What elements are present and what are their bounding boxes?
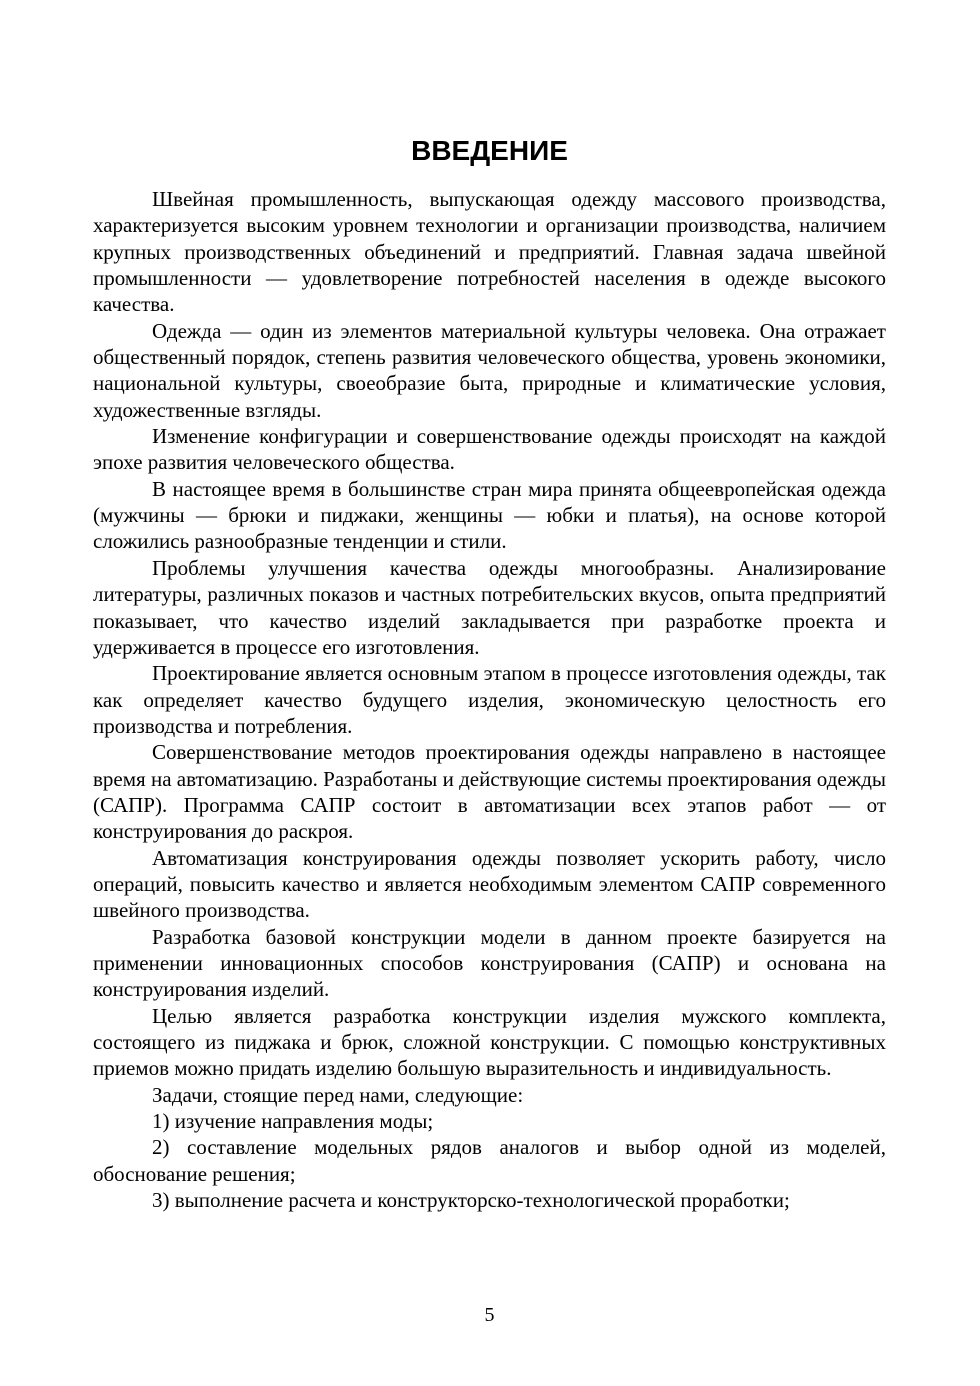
paragraph: Автоматизация конструирования одежды позволяет ускорить работу, число операций, повысить качество и является необходимым элементом САПР современного швейного производства. [93, 845, 886, 923]
page-title: ВВЕДЕНИЕ [411, 135, 568, 166]
page-number: 5 [484, 1304, 495, 1326]
paragraph: Изменение конфигурации и совершенствование одежды происходят на каждой эпохе развития человеческого общества. [93, 424, 886, 475]
paragraph: Совершенствование методов проектирования одежды направлено в настоящее время на автоматизацию. Разработаны и действующие системы проектирования одежды (САПР). Программа САПР состоит в автоматизации всех этапов работ — от конструирования до раскроя. [93, 740, 886, 844]
body-text [93, 186, 886, 1213]
task-item: 1) изучение направления моды; [152, 1109, 434, 1134]
paragraph: Одежда — один из элементов материальной культуры человека. Она отражает общественный порядок, степень развития человеческого общества, уровень экономики, национальной культуры, своеобразие быта, природные и климатические условия, художественные взгляды. [93, 318, 886, 422]
tasks-intro: Задачи, стоящие перед нами, следующие: [152, 1082, 524, 1107]
paragraph: Целью является разработка конструкции изделия мужского комплекта, состоящего из пиджака и брюк, сложной конструкции. С помощью конструктивных приемов можно придать изделию большую выразительность и индивидуальность. [93, 1003, 886, 1081]
task-item: 2) составление модельных рядов аналогов и выбор одной из моделей, обоснование решения; [93, 1135, 886, 1186]
paragraph: Проблемы улучшения качества одежды многообразны. Анализирование литературы, различных показов и частных потребительских вкусов, опыта предприятий показывает, что качество изделий закладывается при разработке проекта и удерживается в процессе его изготовления. [93, 555, 886, 659]
task-item: 3) выполнение расчета и конструкторско-технологической проработки; [152, 1188, 790, 1213]
paragraph: Проектирование является основным этапом в процессе изготовления одежды, так как определяет качество будущего изделия, экономическую целостность его производства и потребления. [93, 661, 886, 738]
paragraph: Разработка базовой конструкции модели в данном проекте базируется на применении инновационных способов конструирования (САПР) и основана на конструирования изделий. [93, 924, 886, 1002]
document-page [93, 0, 886, 1386]
paragraph: Швейная промышленность, выпускающая одежду массового производства, характеризуется высоким уровнем технологии и организации производства, наличием крупных производственных объединений и предприятий. Главная задача швейной промышленности — удовлетворение потребностей населения в одежде высокого качества. [93, 187, 886, 317]
paragraph: В настоящее время в большинстве стран мира принята общеевропейская одежда (мужчины — брюки и пиджаки, женщины — юбки и платья), на основе которой сложились разнообразные тенденции и стили. [93, 476, 886, 554]
